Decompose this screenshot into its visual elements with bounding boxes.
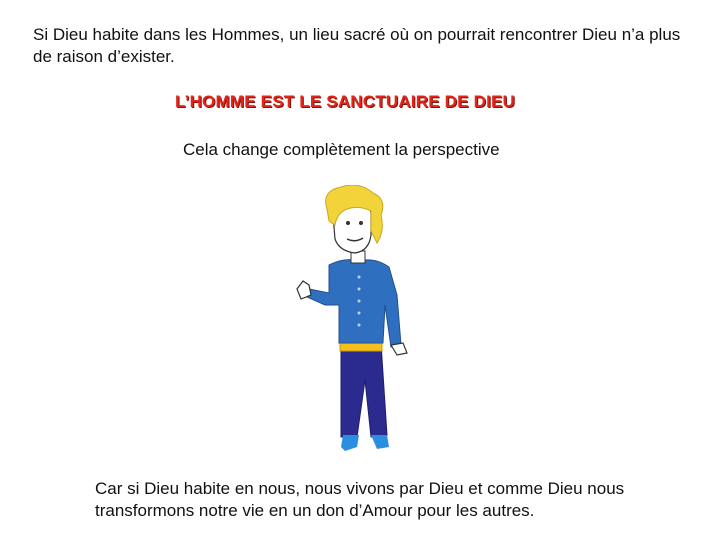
left-shoe bbox=[341, 435, 359, 451]
right-shoe bbox=[371, 435, 389, 449]
subheading: Cela change complètement la perspective bbox=[183, 140, 500, 159]
shirt bbox=[307, 260, 401, 347]
closing-text: Car si Dieu habite en nous, nous vivons par Dieu et comme Dieu nous transformons notre vie en un don d’Amour pour les autres. bbox=[95, 479, 625, 520]
right-hand bbox=[391, 343, 407, 355]
intro-text: Si Dieu habite dans les Hommes, un lieu sacré où on pourrait rencontrer Dieu n’a plus de raison d’exister. bbox=[33, 25, 681, 66]
headline: L’HOMME EST LE SANCTUAIRE DE DIEU bbox=[175, 92, 516, 111]
man-illustration bbox=[285, 185, 435, 460]
trousers bbox=[341, 343, 387, 437]
left-hand bbox=[297, 281, 311, 299]
